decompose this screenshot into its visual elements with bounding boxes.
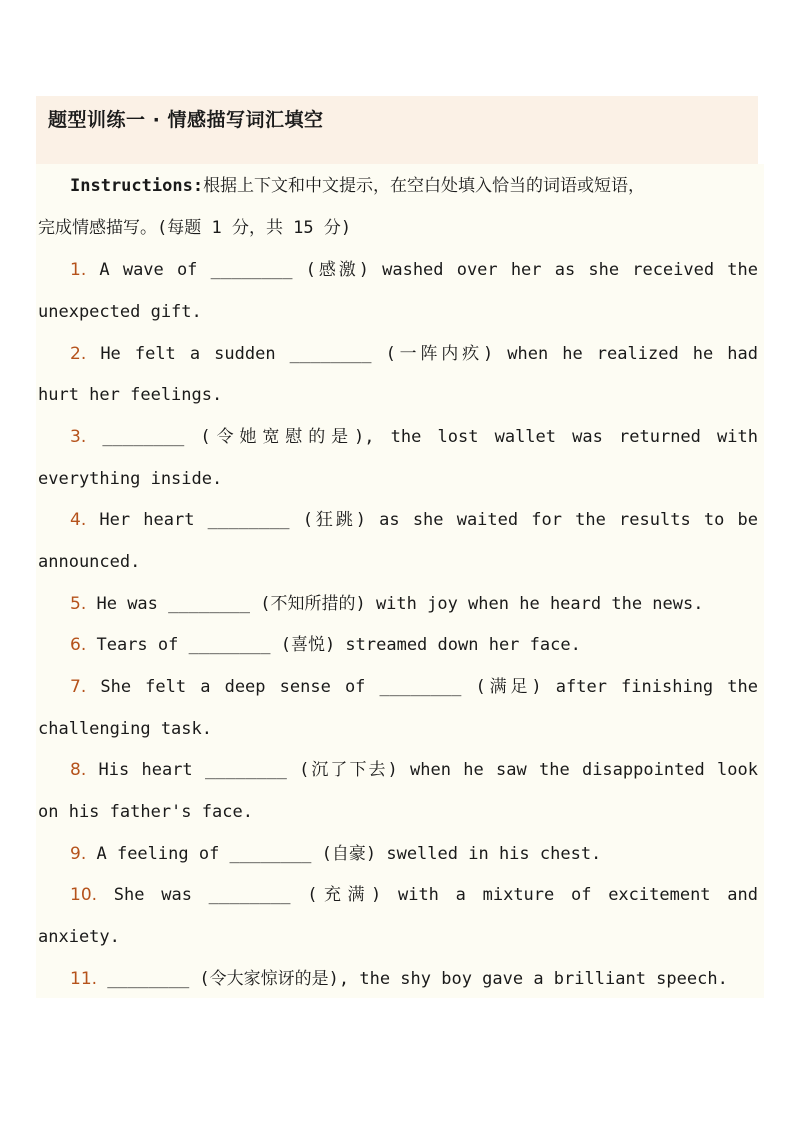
question-text: He was ________ (不知所措的) with joy when he heard the news.: [96, 594, 704, 614]
question-text: Her heart ________ (狂跳) as she waited for the results to be: [99, 510, 758, 530]
question-4-cont: announced.: [38, 552, 141, 572]
question-text: A wave of ________ (感激) washed over her as she received the: [99, 260, 758, 280]
question-9: [70, 844, 758, 864]
question-text: A feeling of ________ (自豪) swelled in his chest.: [96, 844, 602, 864]
question-number: 4.: [70, 510, 87, 530]
instructions-label: Instructions:: [70, 176, 204, 196]
question-4: [70, 510, 758, 530]
question-11: [70, 969, 764, 989]
question-number: 6.: [70, 635, 87, 655]
question-number: 8.: [70, 760, 87, 780]
question-1-cont: unexpected gift.: [38, 302, 202, 322]
question-8-cont: on his father's face.: [38, 802, 253, 822]
question-3-cont: everything inside.: [38, 469, 223, 489]
question-number: 9.: [70, 844, 87, 864]
question-7: [70, 677, 758, 697]
question-text: She was ________ (充满) with a mixture of excitement and: [113, 885, 758, 905]
question-number: 1.: [70, 260, 87, 280]
question-10-cont: anxiety.: [38, 927, 120, 947]
question-number: 10.: [70, 885, 98, 905]
question-text: He felt a sudden ________ (一阵内疚) when he realized he had: [100, 344, 758, 364]
question-3: [70, 427, 758, 447]
question-2: [70, 344, 758, 364]
question-number: 11.: [70, 969, 98, 989]
question-number: 3.: [70, 427, 87, 447]
question-text: His heart ________ (沉了下去) when he saw the disappointed look: [98, 760, 758, 780]
question-6: [70, 635, 758, 655]
question-text: ________ (令她宽慰的是), the lost wallet was returned with: [102, 427, 758, 447]
question-text: ________ (令大家惊讶的是), the shy boy gave a brilliant speech.: [107, 969, 728, 989]
question-7-cont: challenging task.: [38, 719, 212, 739]
instructions-line-2: 完成情感描写。(每题 1 分，共 15 分): [38, 218, 352, 238]
section-title: 题型训练一 · 情感描写词汇填空: [48, 109, 324, 131]
question-text: Tears of ________ (喜悦) streamed down her face.: [96, 635, 581, 655]
question-10: [70, 885, 758, 905]
question-2-cont: hurt her feelings.: [38, 385, 223, 405]
question-number: 2.: [70, 344, 87, 364]
question-8: [70, 760, 758, 780]
instructions-text-1: 根据上下文和中文提示，在空白处填入恰当的词语或短语，: [203, 176, 646, 196]
exercise-body: [36, 164, 764, 998]
instructions-line-1: [70, 176, 758, 196]
question-5: [70, 594, 758, 614]
question-number: 5.: [70, 594, 87, 614]
question-1: [70, 260, 758, 280]
question-text: She felt a deep sense of ________ (满足) after finishing the: [100, 677, 758, 697]
section-header: [36, 96, 758, 164]
question-number: 7.: [70, 677, 87, 697]
